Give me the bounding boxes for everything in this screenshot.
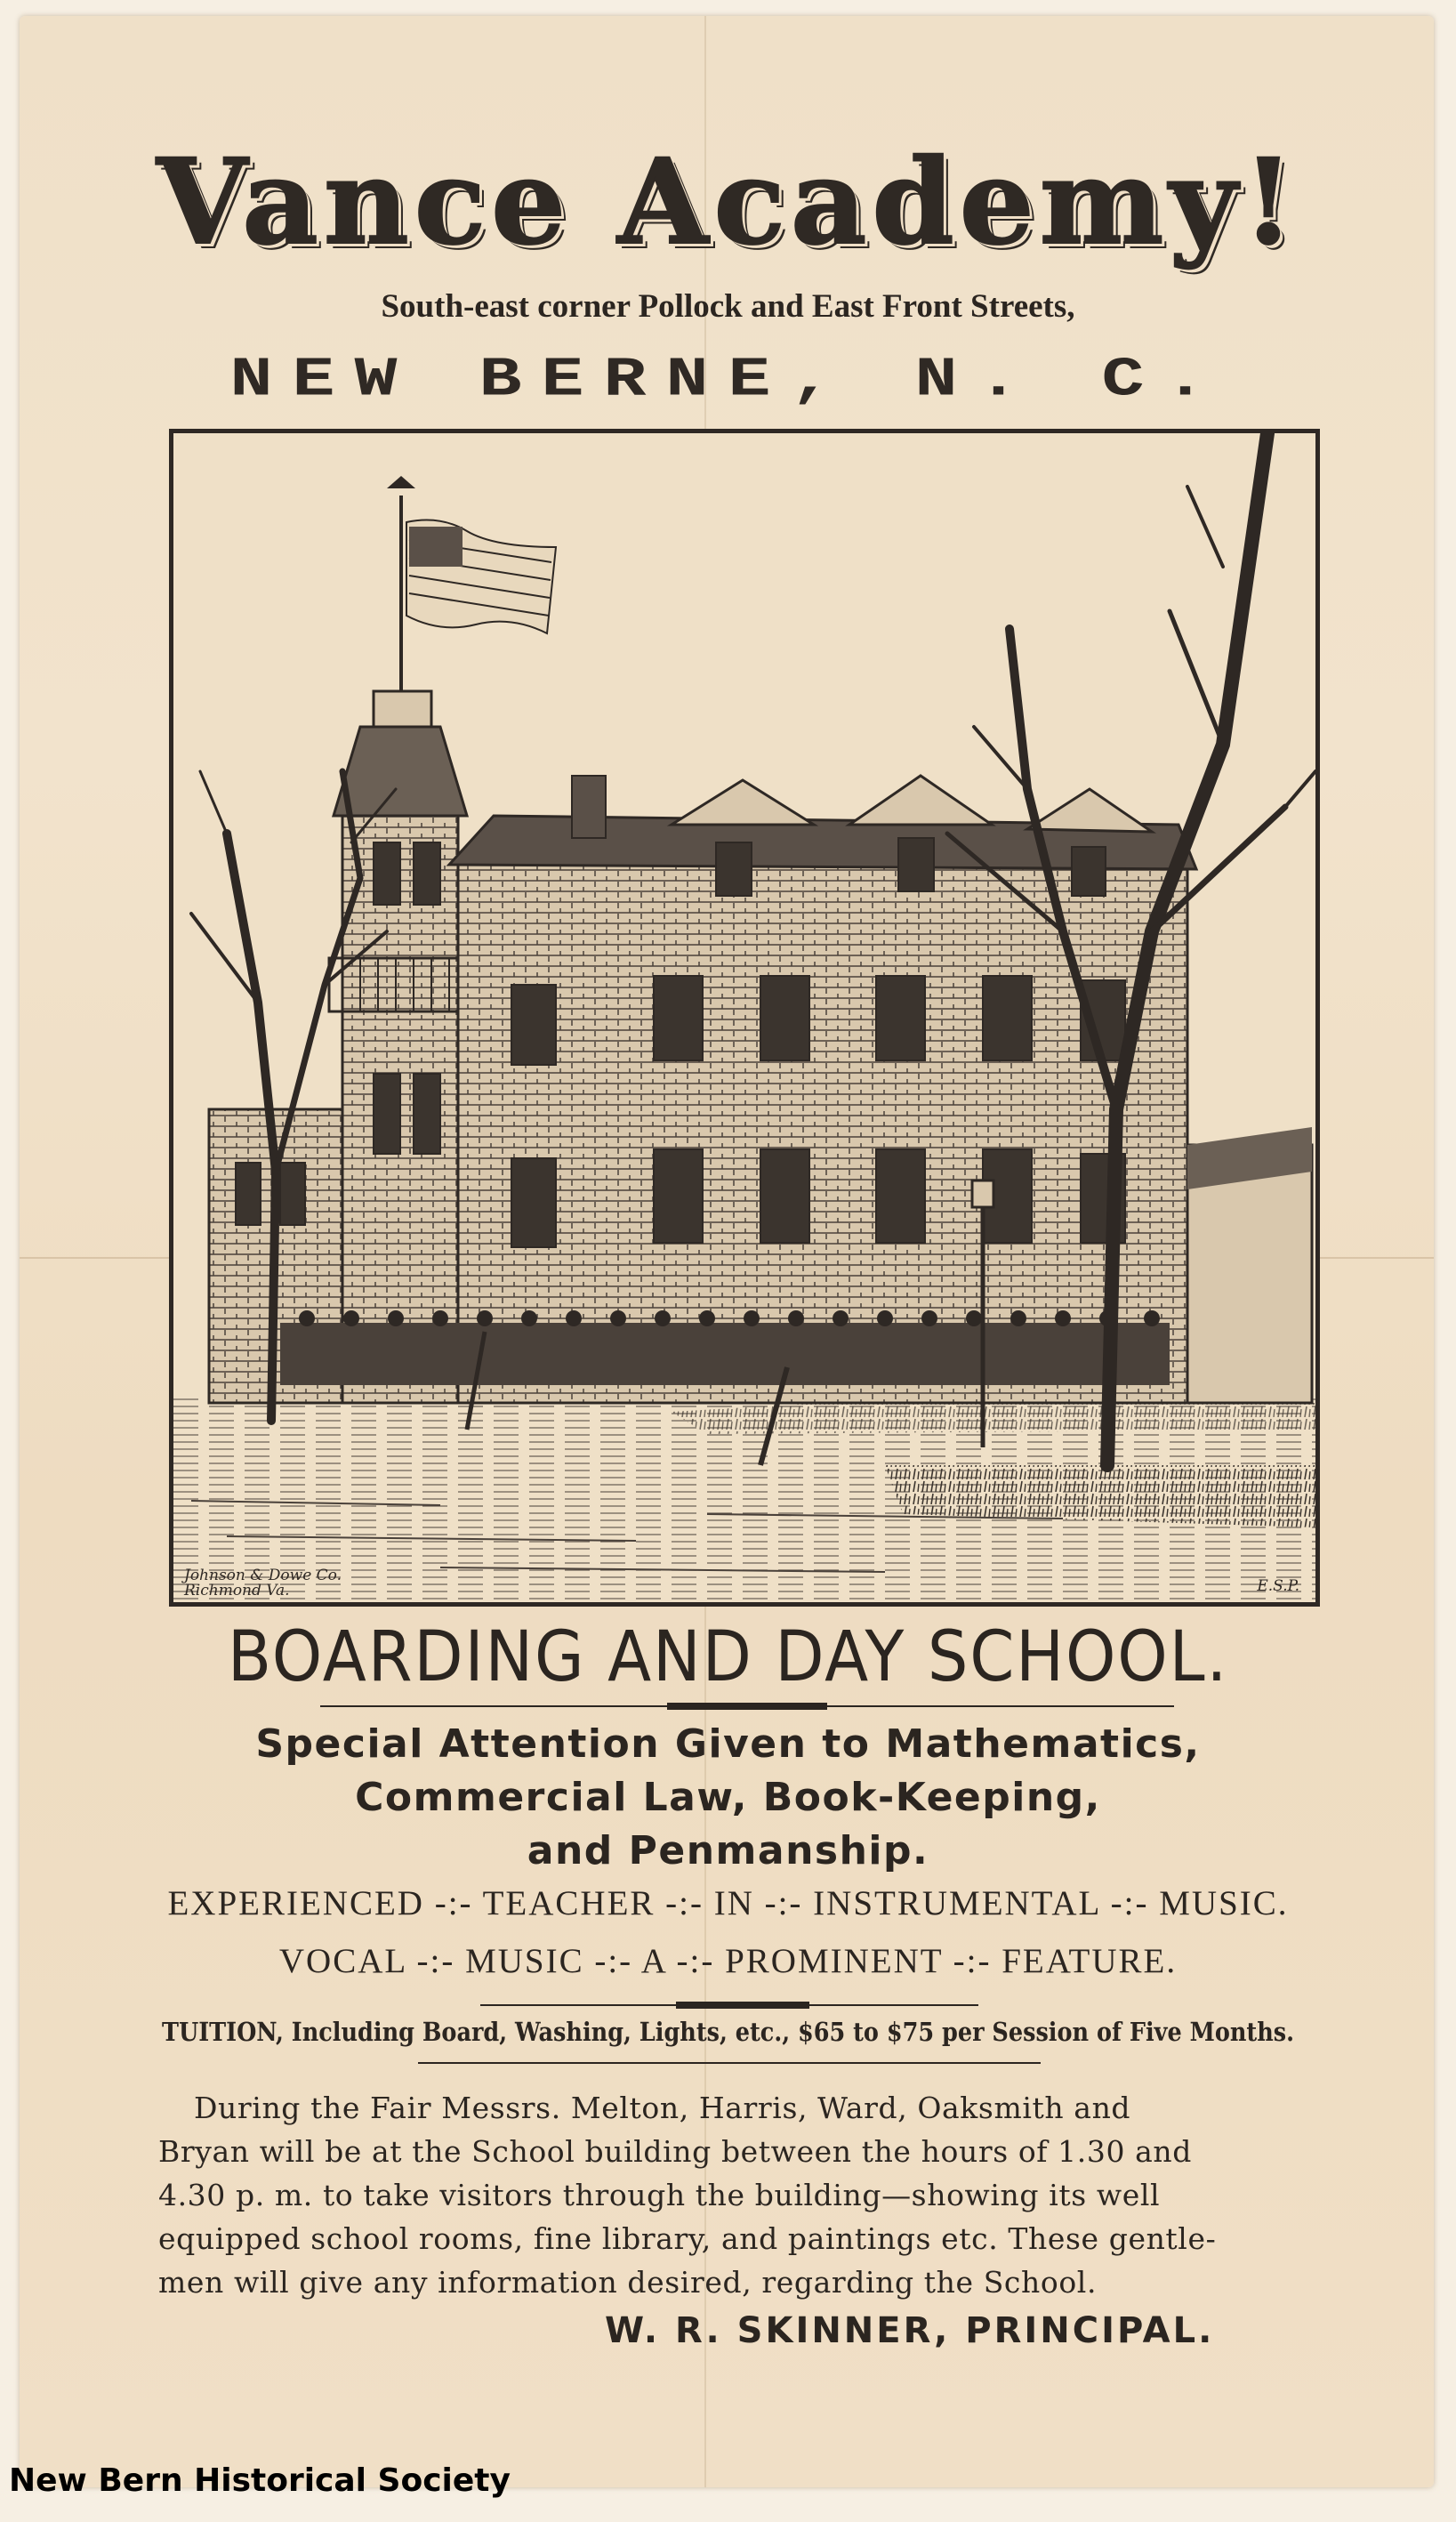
special-line-3: and Penmanship. (527, 1828, 929, 1873)
school-building-illustration (169, 429, 1320, 1607)
paragraph-line: During the Fair Messrs. Melton, Harris, Ward, Oaksmith and (194, 2091, 1131, 2125)
tuition-line: TUITION, Including Board, Washing, Lights, etc., $65 to $75 per Session of Five Months. (161, 2017, 1295, 2047)
school-type-heading: BOARDING AND DAY SCHOOL. (227, 1617, 1229, 1697)
special-line-1: Special Attention Given to Mathematics, (255, 1721, 1201, 1767)
music-line-2: VOCAL -:- MUSIC -:- A -:- PROMINENT -:- FEATURE. (278, 1942, 1178, 1980)
engraver-credit: Johnson & Dowe Co. Richmond Va. (184, 1567, 342, 1599)
city-line: NEW BERNE, N. C. (229, 349, 1227, 412)
divider-rule-3 (418, 2062, 1041, 2064)
music-line-1: EXPERIENCED -:- TEACHER -:- IN -:- INSTRUMENTAL -:- MUSIC. (167, 1884, 1289, 1922)
page-title: Vance Academy! (156, 133, 1300, 271)
artist-initials: E.S.P. (1257, 1577, 1299, 1595)
address-line: South-east corner Pollock and East Front Streets, (381, 288, 1075, 325)
source-watermark: New Bern Historical Society (9, 2462, 511, 2499)
principal-signature: W. R. SKINNER, PRINCIPAL. (605, 2310, 1215, 2351)
paragraph-line: Bryan will be at the School building between the hours of 1.30 and (158, 2134, 1193, 2169)
building-engraving (173, 433, 1315, 1602)
special-line-2: Commercial Law, Book-Keeping, (355, 1775, 1101, 1820)
fair-visit-paragraph (158, 2086, 1341, 2304)
paragraph-line: men will give any information desired, regarding the School. (158, 2265, 1098, 2300)
divider-rule-2-bold (676, 2002, 809, 2009)
divider-rule-bold (667, 1703, 827, 1710)
paragraph-line: 4.30 p. m. to take visitors through the building—showing its well (158, 2178, 1161, 2212)
paragraph-line: equipped school rooms, fine library, and paintings etc. These gentle- (158, 2221, 1217, 2256)
